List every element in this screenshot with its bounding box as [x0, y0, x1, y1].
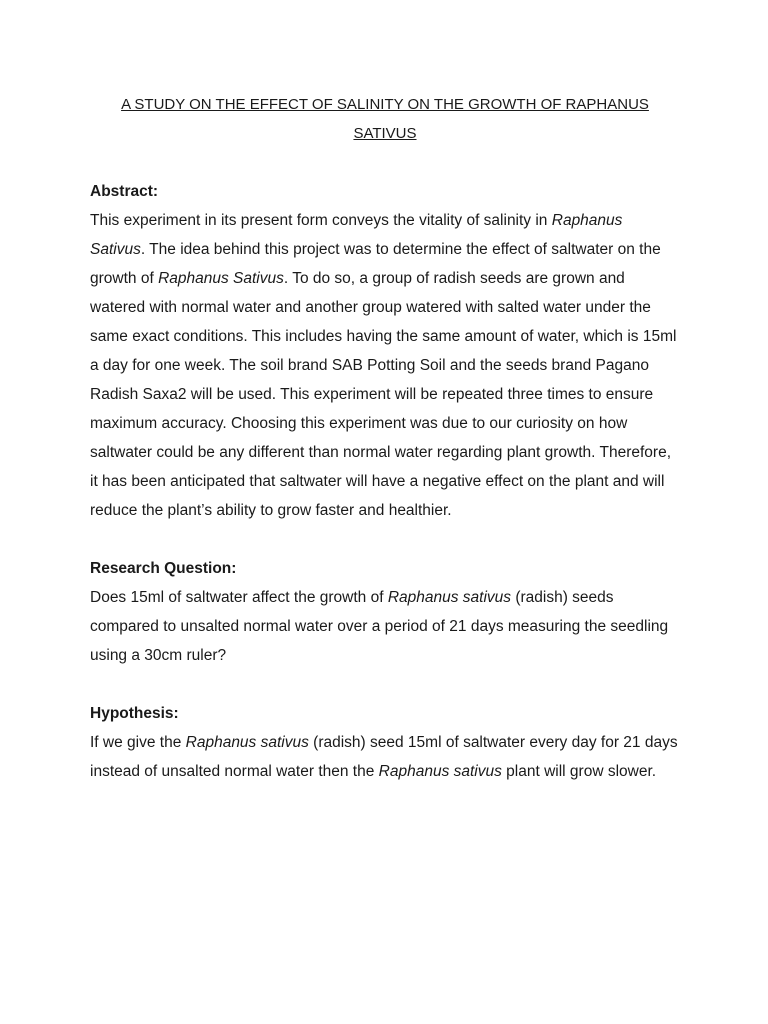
abstract-paragraph [90, 206, 680, 525]
abstract-text: This experiment in its present form conveys the vitality of salinity in [90, 212, 552, 229]
research-question-paragraph [90, 583, 680, 670]
species-name: Raphanus sativus [185, 734, 309, 751]
hypothesis-heading: Hypothesis: [90, 705, 179, 722]
abstract-text: . The idea behind this project was to determine the effect of saltwater on the growth of [90, 241, 661, 287]
document-title: A STUDY ON THE EFFECT OF SALINITY ON THE GROWTH OF RAPHANUS SATIVUS [121, 96, 649, 142]
species-name: Raphanus sativus [387, 589, 512, 606]
research-question-text: Does 15ml of saltwater affect the growth of [90, 589, 388, 606]
hypothesis-text: plant will grow slower. [501, 763, 657, 780]
hypothesis-paragraph [90, 728, 680, 786]
spacer [90, 148, 680, 177]
species-name: Raphanus Sativus [158, 270, 284, 287]
abstract-text: . To do so, a group of radish seeds are grown and watered with normal water and another group watered with salted water under the same exact conditions. This includes having the same amount of water, which is 15ml a day for one week. The soil brand SAB Potting Soil and the seeds brand Pagano Radish Saxa2 will be used. This experiment will be repeated three times to ensure maximum accuracy. Choosing this experiment was due to our curiosity on how saltwater could be any different than normal water regarding plant growth. Therefore, it has been anticipated that saltwater will have a negative effect on the plant and will reduce the plant’s ability to grow faster and healthier. [90, 270, 677, 519]
hypothesis-text: (radish) seed 15ml of saltwater every day for 21 days instead of unsalted normal water then the [90, 734, 678, 780]
spacer [90, 670, 680, 699]
research-question-text: (radish) seeds compared to unsalted normal water over a period of 21 days measuring the seedling using a 30cm ruler? [90, 589, 669, 664]
species-name: Raphanus Sativus [90, 212, 623, 258]
research-question-heading: Research Question: [90, 560, 237, 577]
document-page [90, 90, 680, 786]
spacer [90, 525, 680, 554]
hypothesis-text: If we give the [90, 734, 186, 751]
abstract-heading: Abstract: [90, 183, 159, 200]
species-name: Raphanus sativus [378, 763, 502, 780]
